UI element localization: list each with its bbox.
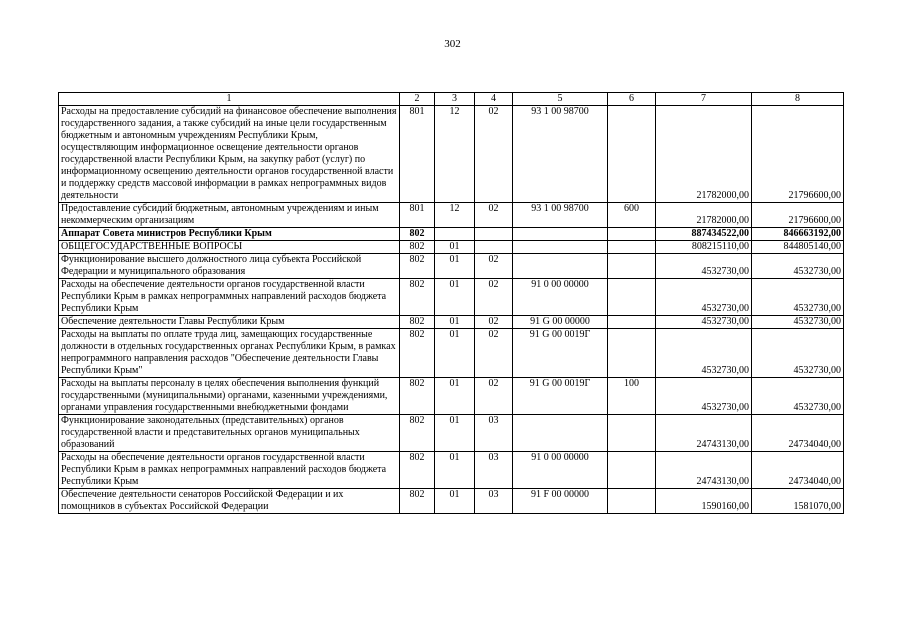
row-section-code: 01 bbox=[435, 452, 475, 489]
row-target-article-code bbox=[513, 228, 608, 241]
table-row bbox=[59, 279, 844, 316]
row-section-code: 01 bbox=[435, 316, 475, 329]
row-amount-year-2: 4532730,00 bbox=[752, 378, 844, 415]
row-amount-year-1: 1590160,00 bbox=[656, 489, 752, 514]
row-target-article-code: 91 G 00 0019Г bbox=[513, 329, 608, 378]
row-amount-year-1: 4532730,00 bbox=[656, 254, 752, 279]
row-amount-year-1: 21782000,00 bbox=[656, 203, 752, 228]
row-amount-year-1: 24743130,00 bbox=[656, 415, 752, 452]
column-header: 7 bbox=[656, 93, 752, 106]
row-expense-type-code bbox=[608, 452, 656, 489]
row-description: Расходы на выплаты по оплате труда лиц, замещающих государственные должности в отдельных государственных органах Республики Крым, в рамках непрограммного направления расходов "Обеспечение деятельности Главы Республики Крым" bbox=[59, 329, 400, 378]
row-amount-year-2: 21796600,00 bbox=[752, 203, 844, 228]
row-target-article-code: 93 1 00 98700 bbox=[513, 106, 608, 203]
table-row bbox=[59, 241, 844, 254]
column-header: 6 bbox=[608, 93, 656, 106]
row-description: Расходы на обеспечение деятельности органов государственной власти Республики Крым в рамках непрограммных направлений расходов бюджета Республики Крым bbox=[59, 452, 400, 489]
row-subsection-code bbox=[475, 241, 513, 254]
row-section-code: 12 bbox=[435, 106, 475, 203]
row-expense-type-code bbox=[608, 329, 656, 378]
row-amount-year-1: 4532730,00 bbox=[656, 316, 752, 329]
row-expense-type-code bbox=[608, 254, 656, 279]
row-expense-type-code bbox=[608, 415, 656, 452]
row-amount-year-2: 846663192,00 bbox=[752, 228, 844, 241]
column-header: 8 bbox=[752, 93, 844, 106]
row-ministry-code: 802 bbox=[400, 279, 435, 316]
table-row bbox=[59, 452, 844, 489]
row-amount-year-2: 24734040,00 bbox=[752, 415, 844, 452]
column-header: 1 bbox=[59, 93, 400, 106]
table-row bbox=[59, 106, 844, 203]
row-target-article-code bbox=[513, 415, 608, 452]
table-row bbox=[59, 203, 844, 228]
row-target-article-code: 91 0 00 00000 bbox=[513, 279, 608, 316]
row-ministry-code: 802 bbox=[400, 378, 435, 415]
row-subsection-code bbox=[475, 228, 513, 241]
row-amount-year-1: 4532730,00 bbox=[656, 378, 752, 415]
row-subsection-code: 02 bbox=[475, 279, 513, 316]
row-target-article-code: 91 G 00 0019Г bbox=[513, 378, 608, 415]
row-description: Аппарат Совета министров Республики Крым bbox=[59, 228, 400, 241]
row-amount-year-2: 844805140,00 bbox=[752, 241, 844, 254]
row-target-article-code: 91 0 00 00000 bbox=[513, 452, 608, 489]
row-description: Расходы на выплаты персоналу в целях обеспечения выполнения функций государственными (муниципальными) органами, казенными учреждениями, органами управления государственными внебюджетными фондами bbox=[59, 378, 400, 415]
row-amount-year-1: 24743130,00 bbox=[656, 452, 752, 489]
row-description: Расходы на предоставление субсидий на финансовое обеспечение выполнения государственного задания, а также субсидий на иные цели государственным бюджетным и автономным учреждениям Республики Крым, осуществляющим информационное освещение деятельности органов государственной власти Республики Крым, на закупку работ (услуг) по информационному освещению деятельности органов государственной власти и поддержку средств массовой информации в рамках непрограммных видов деятельности bbox=[59, 106, 400, 203]
table-row bbox=[59, 254, 844, 279]
table-row bbox=[59, 316, 844, 329]
table-row bbox=[59, 489, 844, 514]
row-amount-year-2: 4532730,00 bbox=[752, 279, 844, 316]
row-target-article-code: 91 G 00 00000 bbox=[513, 316, 608, 329]
row-description: Обеспечение деятельности Главы Республики Крым bbox=[59, 316, 400, 329]
row-expense-type-code: 600 bbox=[608, 203, 656, 228]
row-amount-year-1: 4532730,00 bbox=[656, 329, 752, 378]
table-row bbox=[59, 378, 844, 415]
row-target-article-code bbox=[513, 254, 608, 279]
row-amount-year-2: 21796600,00 bbox=[752, 106, 844, 203]
column-header: 2 bbox=[400, 93, 435, 106]
row-amount-year-2: 24734040,00 bbox=[752, 452, 844, 489]
row-amount-year-2: 1581070,00 bbox=[752, 489, 844, 514]
row-amount-year-1: 808215110,00 bbox=[656, 241, 752, 254]
row-section-code: 01 bbox=[435, 329, 475, 378]
row-section-code: 01 bbox=[435, 489, 475, 514]
row-ministry-code: 802 bbox=[400, 452, 435, 489]
row-ministry-code: 802 bbox=[400, 228, 435, 241]
row-expense-type-code bbox=[608, 279, 656, 316]
row-section-code: 01 bbox=[435, 254, 475, 279]
column-header: 4 bbox=[475, 93, 513, 106]
column-header: 5 bbox=[513, 93, 608, 106]
row-expense-type-code: 100 bbox=[608, 378, 656, 415]
row-ministry-code: 802 bbox=[400, 254, 435, 279]
column-header: 3 bbox=[435, 93, 475, 106]
row-subsection-code: 02 bbox=[475, 106, 513, 203]
page-number: 302 bbox=[444, 38, 461, 50]
row-ministry-code: 802 bbox=[400, 316, 435, 329]
row-description: Функционирование высшего должностного лица субъекта Российской Федерации и муниципального образования bbox=[59, 254, 400, 279]
row-expense-type-code bbox=[608, 106, 656, 203]
row-amount-year-2: 4532730,00 bbox=[752, 254, 844, 279]
row-target-article-code bbox=[513, 241, 608, 254]
row-subsection-code: 03 bbox=[475, 489, 513, 514]
row-section-code: 01 bbox=[435, 415, 475, 452]
row-subsection-code: 03 bbox=[475, 452, 513, 489]
row-expense-type-code bbox=[608, 489, 656, 514]
header-row bbox=[59, 93, 844, 106]
row-subsection-code: 02 bbox=[475, 316, 513, 329]
row-subsection-code: 02 bbox=[475, 378, 513, 415]
row-ministry-code: 801 bbox=[400, 203, 435, 228]
row-amount-year-2: 4532730,00 bbox=[752, 329, 844, 378]
row-subsection-code: 02 bbox=[475, 254, 513, 279]
table-row bbox=[59, 415, 844, 452]
budget-table bbox=[58, 92, 844, 514]
row-subsection-code: 03 bbox=[475, 415, 513, 452]
row-description: Обеспечение деятельности сенаторов Российской Федерации и их помощников в субъектах Российской Федерации bbox=[59, 489, 400, 514]
row-description: ОБЩЕГОСУДАРСТВЕННЫЕ ВОПРОСЫ bbox=[59, 241, 400, 254]
row-expense-type-code bbox=[608, 241, 656, 254]
row-amount-year-1: 4532730,00 bbox=[656, 279, 752, 316]
row-subsection-code: 02 bbox=[475, 203, 513, 228]
row-subsection-code: 02 bbox=[475, 329, 513, 378]
row-amount-year-1: 21782000,00 bbox=[656, 106, 752, 203]
row-section-code bbox=[435, 228, 475, 241]
table-row bbox=[59, 228, 844, 241]
row-description: Функционирование законодательных (представительных) органов государственной власти и представительных органов муниципальных образований bbox=[59, 415, 400, 452]
row-amount-year-1: 887434522,00 bbox=[656, 228, 752, 241]
row-expense-type-code bbox=[608, 316, 656, 329]
row-section-code: 01 bbox=[435, 241, 475, 254]
row-section-code: 12 bbox=[435, 203, 475, 228]
table-row bbox=[59, 329, 844, 378]
row-ministry-code: 802 bbox=[400, 241, 435, 254]
row-amount-year-2: 4532730,00 bbox=[752, 316, 844, 329]
row-ministry-code: 802 bbox=[400, 329, 435, 378]
table-body bbox=[59, 93, 844, 514]
row-description: Расходы на обеспечение деятельности органов государственной власти Республики Крым в рамках непрограммных направлений расходов бюджета Республики Крым bbox=[59, 279, 400, 316]
row-target-article-code: 93 1 00 98700 bbox=[513, 203, 608, 228]
row-ministry-code: 802 bbox=[400, 489, 435, 514]
row-ministry-code: 801 bbox=[400, 106, 435, 203]
row-ministry-code: 802 bbox=[400, 415, 435, 452]
row-description: Предоставление субсидий бюджетным, автономным учреждениям и иным некоммерческим организациям bbox=[59, 203, 400, 228]
row-target-article-code: 91 F 00 00000 bbox=[513, 489, 608, 514]
row-section-code: 01 bbox=[435, 378, 475, 415]
row-expense-type-code bbox=[608, 228, 656, 241]
row-section-code: 01 bbox=[435, 279, 475, 316]
